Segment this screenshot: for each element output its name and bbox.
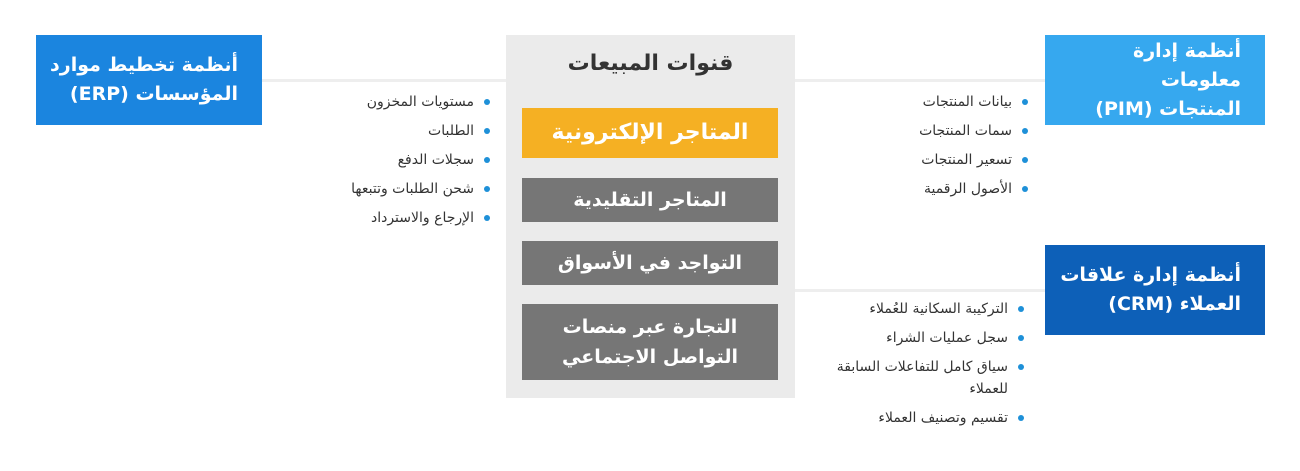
- sales-channels-panel: [506, 35, 795, 398]
- pim-list: [860, 91, 1034, 207]
- channel-traditional-stores: [522, 178, 778, 222]
- channel-social-commerce: [522, 304, 778, 380]
- list-item: الإرجاع والاسترداد: [300, 207, 496, 229]
- crm-title-line2: العملاء (CRM): [1108, 293, 1241, 315]
- list-item: بيانات المنتجات: [860, 91, 1034, 113]
- list-item: سجل عمليات الشراء: [818, 327, 1030, 349]
- pim-box: [1045, 35, 1265, 125]
- erp-list: [300, 91, 496, 236]
- list-item: سمات المنتجات: [860, 120, 1034, 142]
- erp-title-line2: المؤسسات (ERP): [69, 83, 238, 105]
- list-item: سياق كامل للتفاعلات السابقة للعملاء: [818, 356, 1030, 400]
- crm-connector-line: [795, 289, 1045, 292]
- channel-label: المتاجر الإلكترونية: [551, 120, 749, 145]
- erp-box: [36, 35, 262, 125]
- channel-label: التواجد في الأسواق: [557, 252, 743, 274]
- pim-title-line2: المنتجات (PIM): [1095, 97, 1241, 120]
- list-item: مستويات المخزون: [300, 91, 496, 113]
- channel-label: المتاجر التقليدية: [573, 189, 727, 211]
- erp-title-line1: أنظمة تخطيط موارد: [50, 54, 238, 76]
- channel-label-line2: التواصل الاجتماعي: [562, 346, 738, 368]
- list-item: تقسيم وتصنيف العملاء: [818, 407, 1030, 429]
- channel-ecommerce: [522, 108, 778, 158]
- pim-connector-line: [795, 79, 1045, 82]
- list-item: التركيبة السكانية للعُملاء: [818, 298, 1030, 320]
- list-item: سجلات الدفع: [300, 149, 496, 171]
- channel-label-line1: التجارة عبر منصات: [562, 316, 738, 338]
- list-item: شحن الطلبات وتتبعها: [300, 178, 496, 200]
- list-item: تسعير المنتجات: [860, 149, 1034, 171]
- crm-list: [818, 298, 1030, 436]
- channel-marketplaces: [522, 241, 778, 285]
- list-item: الأصول الرقمية: [860, 178, 1034, 200]
- pim-title-line1: أنظمة إدارة معلومات: [1133, 39, 1241, 91]
- sales-channels-title: قنوات المبيعات: [567, 51, 734, 76]
- crm-title-line1: أنظمة إدارة علاقات: [1060, 264, 1241, 286]
- erp-connector-line: [262, 79, 506, 82]
- crm-box: [1045, 245, 1265, 335]
- list-item: الطلبات: [300, 120, 496, 142]
